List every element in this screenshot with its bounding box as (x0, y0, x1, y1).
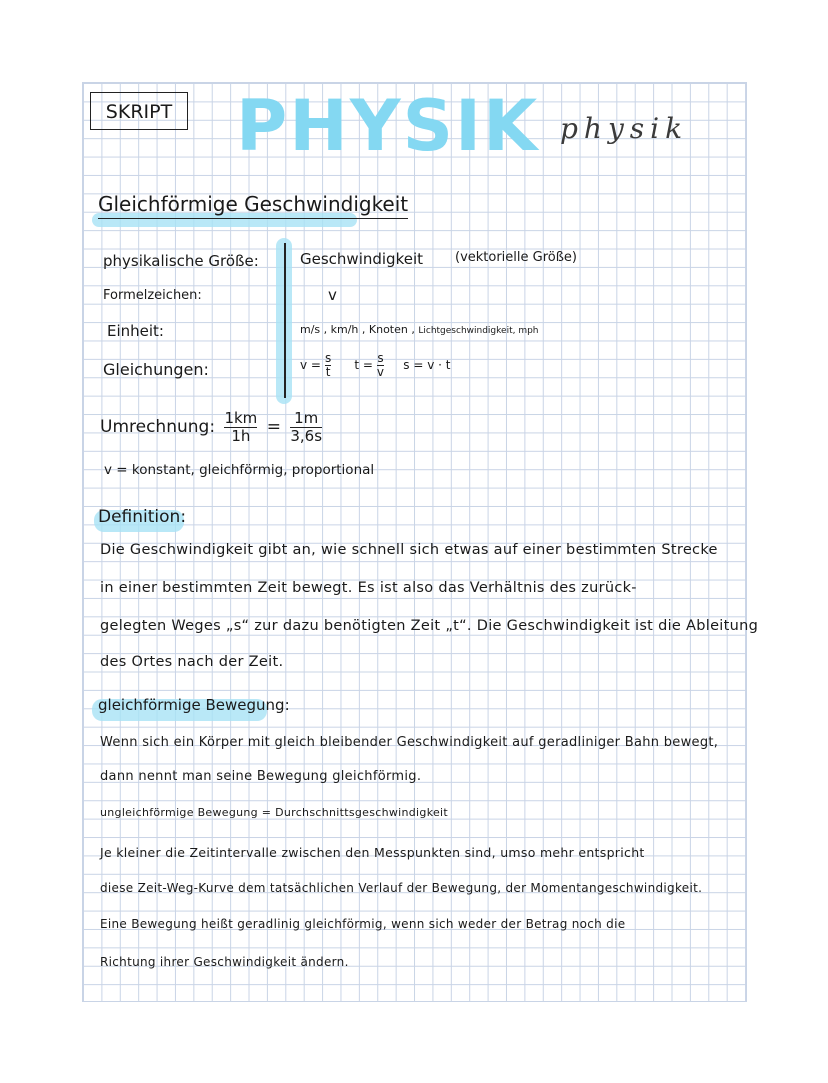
divider-line (284, 243, 286, 398)
eq2-num: s (377, 351, 384, 365)
eq1-left: v = (300, 358, 321, 373)
eq1-fraction (325, 352, 331, 379)
label-physical-quantity: physikalische Größe: (103, 252, 259, 270)
equations (300, 352, 450, 379)
conversion-left-num: 1km (224, 409, 258, 427)
conversion-right-den: 3,6s (290, 426, 323, 445)
definition-line: Die Geschwindigkeit gibt an, wie schnell sich etwas auf einer bestimmten Strecke (100, 542, 718, 558)
note-vector-quantity: (vektorielle Größe) (455, 250, 577, 265)
units-small: Lichtgeschwindigkeit (418, 326, 513, 336)
v-properties-line: v = konstant, gleichförmig, proportional (104, 462, 375, 478)
motion-line: dann nennt man seine Bewegung gleichförmig. (100, 769, 422, 784)
section-title: Gleichförmige Geschwindigkeit (98, 192, 408, 219)
conversion-right-num: 1m (290, 410, 322, 428)
units-main: m/s , km/h , Knoten , (300, 323, 415, 336)
motion-title: gleichförmige Bewegung: (98, 696, 290, 714)
value-units (300, 323, 539, 336)
definition-line: des Ortes nach der Zeit. (100, 654, 284, 670)
conversion-left-den: 1h (231, 426, 251, 445)
eq1-den: t (325, 365, 331, 380)
motion-line: Richtung ihrer Geschwindigkeit ändern. (100, 955, 349, 969)
skript-label-box: SKRIPT (90, 92, 188, 130)
motion-line: Eine Bewegung heißt geradlinig gleichförmig, wenn sich weder der Betrag noch die (100, 917, 626, 931)
motion-line: Je kleiner die Zeitintervalle zwischen den Messpunkten sind, umso mehr entspricht (100, 845, 645, 860)
label-unit: Einheit: (107, 322, 164, 340)
definition-line: in einer bestimmten Zeit bewegt. Es ist also das Verhältnis des zurück- (100, 580, 637, 596)
eq2-fraction (377, 352, 384, 379)
eq2-den: v (376, 365, 385, 380)
page-title: PHYSIK (236, 85, 540, 167)
value-symbol: v (328, 286, 337, 304)
motion-line: diese Zeit-Weg-Kurve dem tatsächlichen Verlauf der Bewegung, der Momentangeschwindigkeit. (100, 881, 703, 895)
motion-line: Wenn sich ein Körper mit gleich bleibender Geschwindigkeit auf geradliniger Bahn bewegt, (100, 735, 719, 750)
conversion-right-fraction (290, 410, 322, 444)
eq2-left: t = (354, 358, 373, 373)
page-title-script: physik (560, 112, 689, 145)
eq3: s = v · t (403, 358, 451, 373)
definition-line: gelegten Weges „s“ zur dazu benötigten Zeit „t“. Die Geschwindigkeit ist die Ableitung (100, 618, 759, 634)
definition-title: Definition: (98, 507, 187, 527)
label-equations: Gleichungen: (103, 360, 209, 379)
units-end: , mph (512, 326, 539, 336)
value-physical-quantity: Geschwindigkeit (300, 250, 424, 268)
eq1-num: s (324, 351, 332, 365)
motion-line: ungleichförmige Bewegung = Durchschnittsgeschwindigkeit (100, 806, 449, 819)
conversion-equals: = (266, 417, 281, 437)
conversion (100, 410, 326, 444)
conversion-left-fraction (224, 410, 257, 444)
conversion-label: Umrechnung: (100, 417, 216, 437)
label-symbol: Formelzeichen: (103, 288, 202, 303)
